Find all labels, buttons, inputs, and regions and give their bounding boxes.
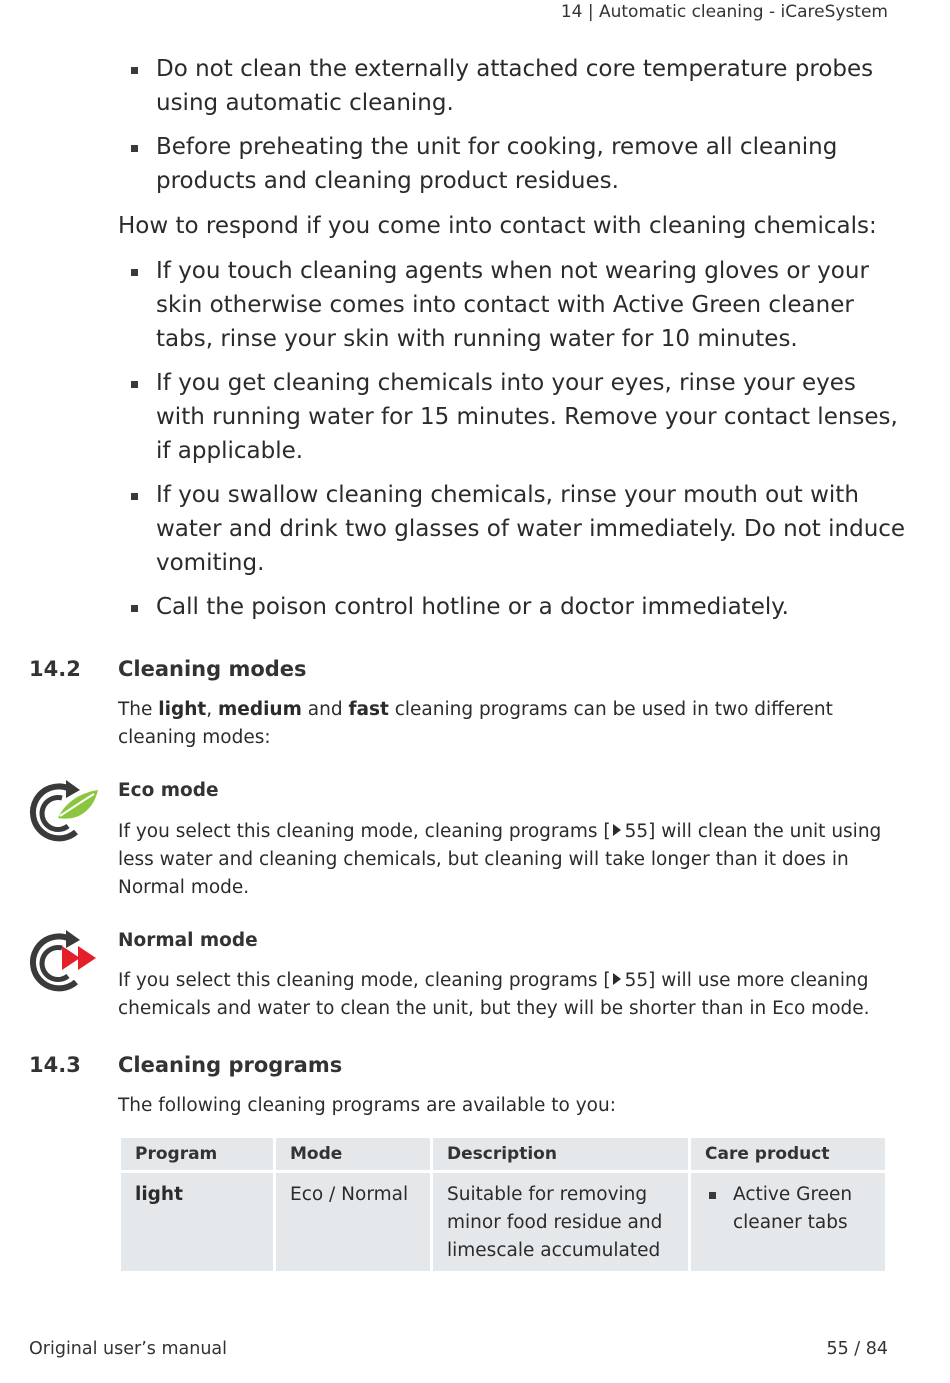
footer-manual-label: Original user’s manual	[29, 1339, 227, 1359]
eco-mode-text: If you select this cleaning mode, cleaning programs [ 55] will clean the unit using less water and cleaning chemicals, but cleaning will take longer than it does in Normal mode.	[118, 821, 882, 898]
normal-mode-text: If you select this cleaning mode, cleaning programs [ 55] will use more cleaning chemicals and water to clean the unit, but they will be shorter than in Eco mode.	[118, 970, 870, 1019]
bullet-square	[709, 1192, 716, 1199]
modes-intro: The light, medium and fast cleaning programs can be used in two different cleaning modes:	[118, 699, 833, 748]
care-product-cell: Active Green cleaner tabs	[691, 1173, 885, 1271]
cross-reference-arrow-icon	[613, 824, 621, 836]
column-header: Program	[121, 1138, 273, 1170]
respond-intro: How to respond if you come into contact with cleaning chemicals:	[118, 213, 877, 239]
respond-list	[118, 254, 908, 634]
column-header: Description	[433, 1138, 688, 1170]
running-header: 14 | Automatic cleaning - iCareSystem	[560, 2, 888, 22]
page-number: 55 / 84	[826, 1339, 888, 1359]
section-title: Cleaning programs	[118, 1053, 343, 1077]
column-header: Mode	[276, 1138, 430, 1170]
bullet-square	[131, 145, 138, 152]
list-item: Do not clean the externally attached core temperature probes using automatic cleaning.	[118, 52, 908, 120]
bullet-square	[131, 493, 138, 500]
table-header-row	[121, 1138, 885, 1170]
normal-mode-title: Normal mode	[118, 930, 258, 951]
programs-table	[118, 1135, 888, 1274]
eco-mode-icon	[28, 778, 100, 842]
column-header: Care product	[691, 1138, 885, 1170]
description-cell: Suitable for removing minor food residue and limescale accumulated	[433, 1173, 688, 1271]
list-item: Call the poison control hotline or a doctor immediately.	[118, 590, 908, 624]
section-number: 14.2	[29, 657, 81, 681]
list-item: Before preheating the unit for cooking, remove all cleaning products and cleaning product residues.	[118, 130, 908, 198]
bullet-square	[131, 67, 138, 74]
normal-mode-icon	[28, 928, 100, 992]
table-row	[121, 1173, 885, 1271]
cross-reference-arrow-icon	[613, 973, 621, 985]
mode-cell: Eco / Normal	[276, 1173, 430, 1271]
section-title: Cleaning modes	[118, 657, 307, 681]
list-item: If you touch cleaning agents when not wearing gloves or your skin otherwise comes into contact with Active Green cleaner tabs, rinse your skin with running water for 10 minutes.	[118, 254, 908, 356]
section-number: 14.3	[29, 1053, 81, 1077]
page-reference[interactable]: 55]	[624, 970, 656, 991]
program-cell: light	[121, 1173, 273, 1271]
bullet-square	[131, 381, 138, 388]
bullet-square	[131, 269, 138, 276]
bullet-square	[131, 605, 138, 612]
list-item: If you get cleaning chemicals into your eyes, rinse your eyes with running water for 15 minutes. Remove your contact lenses, if applicable.	[118, 366, 908, 468]
warning-list	[118, 52, 908, 208]
programs-intro: The following cleaning programs are available to you:	[118, 1095, 616, 1116]
page-reference[interactable]: 55]	[624, 821, 656, 842]
eco-mode-title: Eco mode	[118, 780, 219, 801]
list-item: If you swallow cleaning chemicals, rinse your mouth out with water and drink two glasses of water immediately. Do not induce vomiting.	[118, 478, 908, 580]
